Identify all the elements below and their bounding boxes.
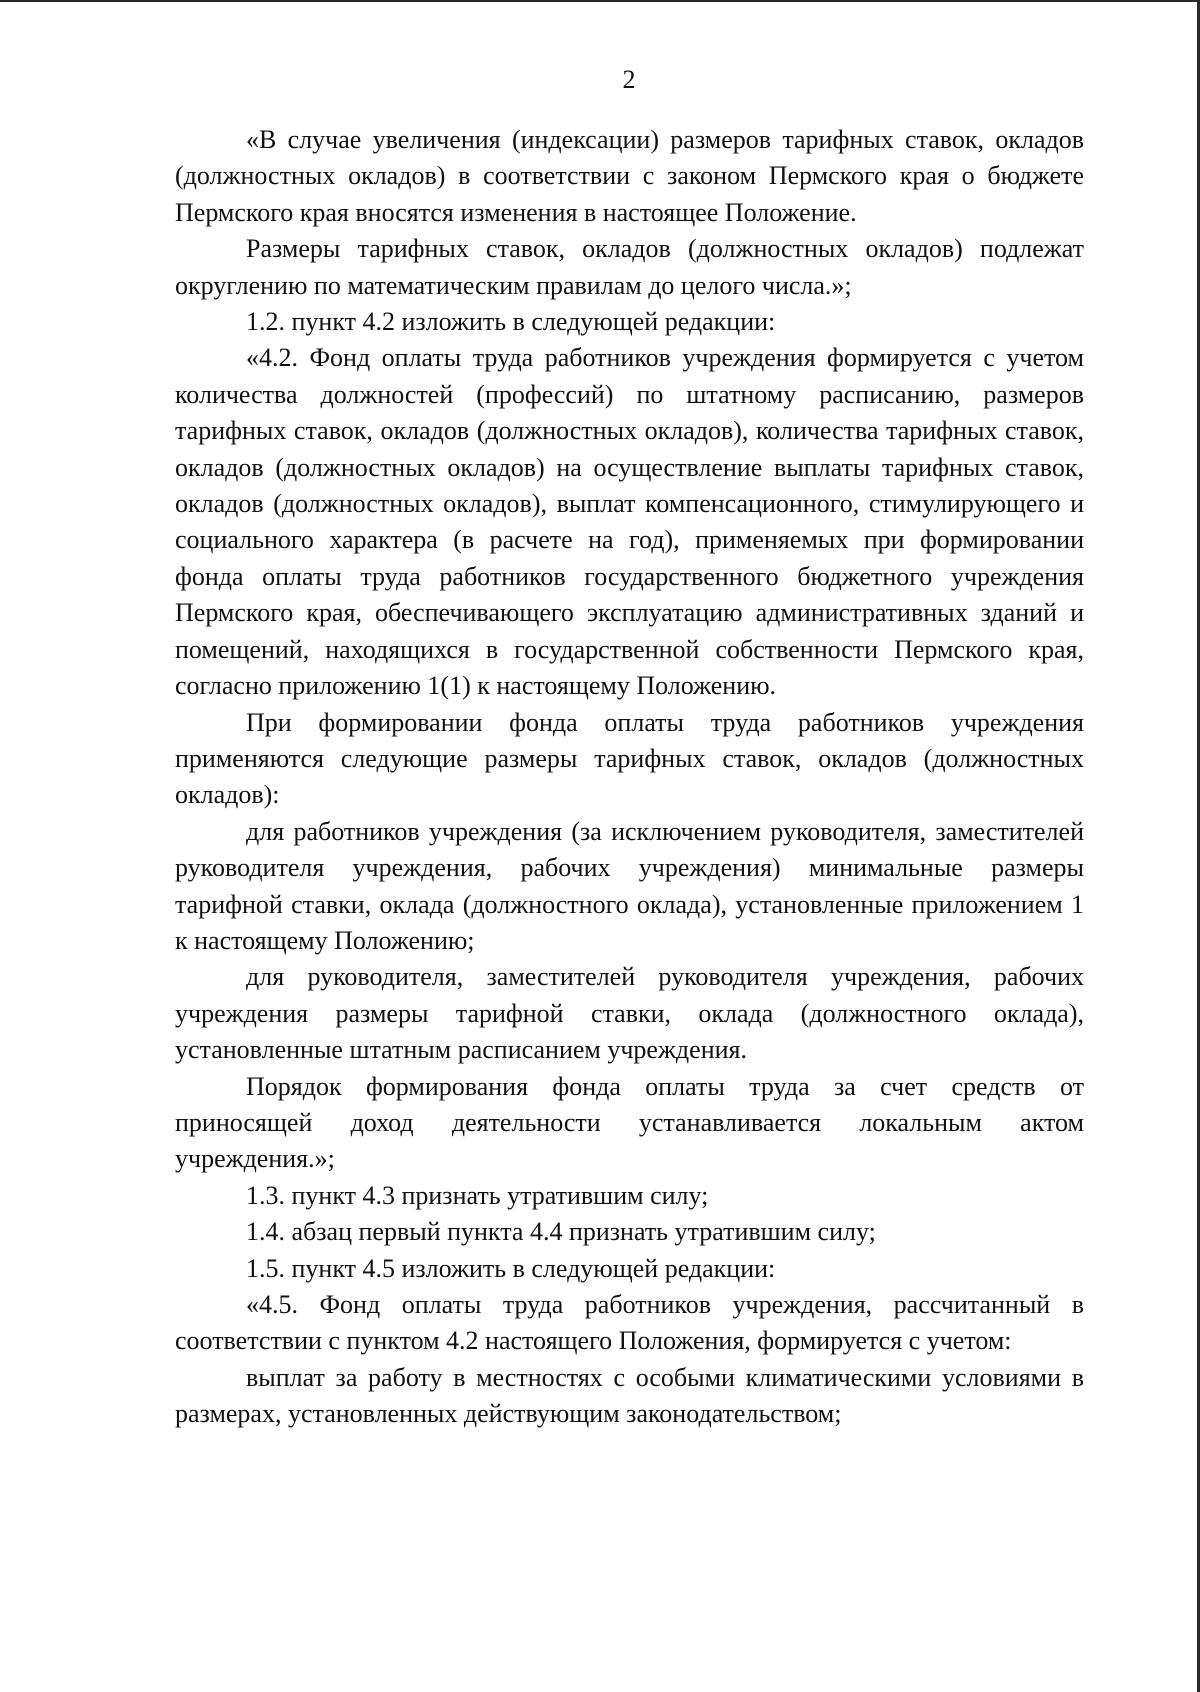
- paragraph: для работников учреждения (за исключением руководителя, заместителей руководителя учреждения, рабочих учреждения) минимальные размеры тарифной ставки, оклада (должностного оклада), установленные приложением 1 к настоящему Положению;: [175, 816, 1084, 955]
- paragraph: для руководителя, заместителей руководителя учреждения, рабочих учреждения размеры тарифной ставки, оклада (должностного оклада), установленные штатным расписанием учреждения.: [175, 962, 1084, 1065]
- paragraph: 1.5. пункт 4.5 изложить в следующей редакции:: [246, 1253, 776, 1283]
- paragraph: 1.4. абзац первый пункта 4.4 признать утратившим силу;: [246, 1217, 876, 1247]
- paragraph: «В случае увеличения (индексации) размеров тарифных ставок, окладов (должностных окладов) в соответствии с законом Пермского края о бюджете Пермского края вносятся изменения в настоящее Положение.: [175, 125, 1084, 227]
- paragraph: 1.3. пункт 4.3 признать утратившим силу;: [246, 1180, 709, 1210]
- paragraph: «4.5. Фонд оплаты труда работников учреждения, рассчитанный в соответствии с пунктом 4.2 настоящего Положения, формируется с учетом:: [175, 1290, 1084, 1356]
- paragraph: 1.2. пункт 4.2 изложить в следующей редакции:: [246, 307, 776, 337]
- page-number: 2: [622, 65, 636, 94]
- paragraph: «4.2. Фонд оплаты труда работников учреждения формируется с учетом количества должностей (профессий) по штатному расписанию, размеров тарифных ставок, окладов (должностных окладов), количества тарифных ставок, окладов (должностных окладов) на осуществление выплаты тарифных ставок, окладов (должностных окладов), выплат компенсационного, стимулирующего и социального характера (в расчете на год), применяемых при формировании фонда оплаты труда работников государственного бюджетного учреждения Пермского края, обеспечивающего эксплуатацию административных зданий и помещений, находящихся в государственной собственности Пермского края, согласно приложению 1(1) к настоящему Положению.: [175, 343, 1084, 701]
- paragraph: Размеры тарифных ставок, окладов (должностных окладов) подлежат округлению по математическим правилам до целого числа.»;: [175, 234, 1084, 300]
- paragraph: При формировании фонда оплаты труда работников учреждения применяются следующие размеры тарифных ставок, окладов (должностных окладов):: [175, 707, 1084, 810]
- paragraph: Порядок формирования фонда оплаты труда за счет средств от приносящей доход деятельности устанавливается локальным актом учреждения.»;: [175, 1071, 1084, 1174]
- paragraph: выплат за работу в местностях с особыми климатическими условиями в размерах, установленных действующим законодательством;: [175, 1362, 1084, 1429]
- document-body: [175, 122, 1084, 1433]
